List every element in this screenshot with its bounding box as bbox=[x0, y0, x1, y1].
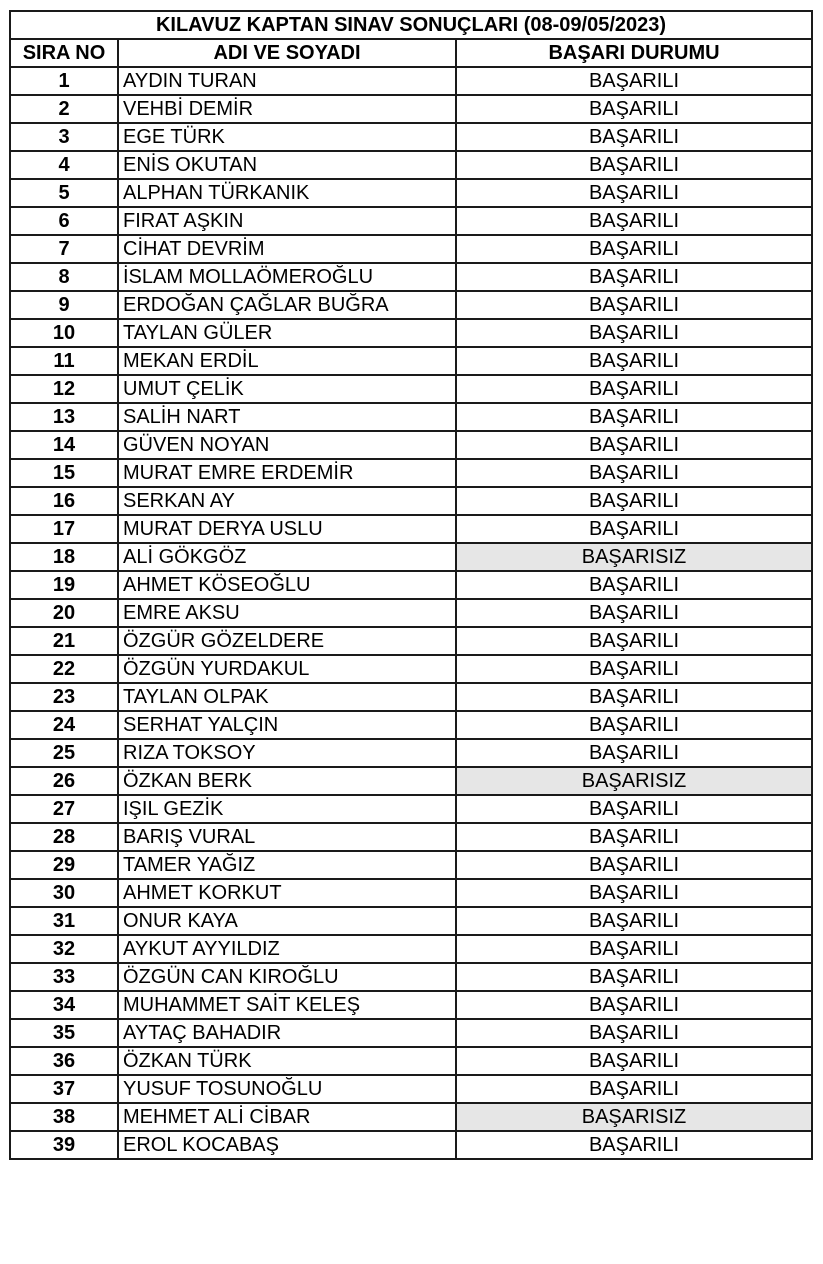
candidate-name: UMUT ÇELİK bbox=[118, 375, 456, 403]
row-number: 2 bbox=[10, 95, 118, 123]
table-row bbox=[10, 935, 812, 963]
table-row bbox=[10, 375, 812, 403]
row-number: 20 bbox=[10, 599, 118, 627]
result-status: BAŞARILI bbox=[456, 935, 812, 963]
result-status: BAŞARILI bbox=[456, 655, 812, 683]
table-row bbox=[10, 767, 812, 795]
candidate-name: ALPHAN TÜRKANIK bbox=[118, 179, 456, 207]
table-row bbox=[10, 683, 812, 711]
table-row bbox=[10, 907, 812, 935]
result-status: BAŞARILI bbox=[456, 739, 812, 767]
row-number: 37 bbox=[10, 1075, 118, 1103]
result-status: BAŞARILI bbox=[456, 795, 812, 823]
candidate-name: SERKAN AY bbox=[118, 487, 456, 515]
row-number: 12 bbox=[10, 375, 118, 403]
result-status: BAŞARILI bbox=[456, 67, 812, 95]
table-row bbox=[10, 459, 812, 487]
row-number: 17 bbox=[10, 515, 118, 543]
table-row bbox=[10, 991, 812, 1019]
table-row bbox=[10, 655, 812, 683]
table-row bbox=[10, 963, 812, 991]
result-status: BAŞARILI bbox=[456, 291, 812, 319]
results-body bbox=[10, 67, 812, 1159]
row-number: 13 bbox=[10, 403, 118, 431]
row-number: 22 bbox=[10, 655, 118, 683]
row-number: 34 bbox=[10, 991, 118, 1019]
row-number: 5 bbox=[10, 179, 118, 207]
candidate-name: MEHMET ALİ CİBAR bbox=[118, 1103, 456, 1131]
table-row bbox=[10, 823, 812, 851]
table-row bbox=[10, 347, 812, 375]
result-status: BAŞARILI bbox=[456, 459, 812, 487]
table-row bbox=[10, 1131, 812, 1159]
candidate-name: AYTAÇ BAHADIR bbox=[118, 1019, 456, 1047]
result-status: BAŞARILI bbox=[456, 123, 812, 151]
candidate-name: ONUR KAYA bbox=[118, 907, 456, 935]
row-number: 4 bbox=[10, 151, 118, 179]
candidate-name: BARIŞ VURAL bbox=[118, 823, 456, 851]
candidate-name: SERHAT YALÇIN bbox=[118, 711, 456, 739]
row-number: 23 bbox=[10, 683, 118, 711]
row-number: 35 bbox=[10, 1019, 118, 1047]
row-number: 32 bbox=[10, 935, 118, 963]
result-status: BAŞARILI bbox=[456, 515, 812, 543]
candidate-name: İSLAM MOLLAÖMEROĞLU bbox=[118, 263, 456, 291]
result-status: BAŞARILI bbox=[456, 627, 812, 655]
row-number: 25 bbox=[10, 739, 118, 767]
table-row bbox=[10, 739, 812, 767]
candidate-name: ENİS OKUTAN bbox=[118, 151, 456, 179]
candidate-name: TAYLAN GÜLER bbox=[118, 319, 456, 347]
results-sheet bbox=[9, 10, 811, 1160]
header-name: ADI VE SOYADI bbox=[118, 39, 456, 67]
table-row bbox=[10, 515, 812, 543]
result-status: BAŞARILI bbox=[456, 571, 812, 599]
candidate-name: EROL KOCABAŞ bbox=[118, 1131, 456, 1159]
row-number: 30 bbox=[10, 879, 118, 907]
row-number: 11 bbox=[10, 347, 118, 375]
result-status: BAŞARISIZ bbox=[456, 543, 812, 571]
candidate-name: ÖZGÜN YURDAKUL bbox=[118, 655, 456, 683]
row-number: 16 bbox=[10, 487, 118, 515]
table-row bbox=[10, 1047, 812, 1075]
table-row bbox=[10, 431, 812, 459]
title-row bbox=[10, 11, 812, 39]
table-row bbox=[10, 403, 812, 431]
table-row bbox=[10, 235, 812, 263]
result-status: BAŞARILI bbox=[456, 711, 812, 739]
results-table bbox=[9, 10, 813, 1160]
row-number: 7 bbox=[10, 235, 118, 263]
result-status: BAŞARILI bbox=[456, 179, 812, 207]
row-number: 19 bbox=[10, 571, 118, 599]
row-number: 39 bbox=[10, 1131, 118, 1159]
result-status: BAŞARILI bbox=[456, 823, 812, 851]
table-row bbox=[10, 319, 812, 347]
table-row bbox=[10, 599, 812, 627]
candidate-name: MUHAMMET SAİT KELEŞ bbox=[118, 991, 456, 1019]
candidate-name: AYKUT AYYILDIZ bbox=[118, 935, 456, 963]
candidate-name: ERDOĞAN ÇAĞLAR BUĞRA bbox=[118, 291, 456, 319]
row-number: 27 bbox=[10, 795, 118, 823]
candidate-name: RIZA TOKSOY bbox=[118, 739, 456, 767]
row-number: 24 bbox=[10, 711, 118, 739]
candidate-name: GÜVEN NOYAN bbox=[118, 431, 456, 459]
result-status: BAŞARILI bbox=[456, 319, 812, 347]
header-status: BAŞARI DURUMU bbox=[456, 39, 812, 67]
candidate-name: IŞIL GEZİK bbox=[118, 795, 456, 823]
result-status: BAŞARILI bbox=[456, 151, 812, 179]
result-status: BAŞARILI bbox=[456, 991, 812, 1019]
result-status: BAŞARISIZ bbox=[456, 767, 812, 795]
candidate-name: VEHBİ DEMİR bbox=[118, 95, 456, 123]
table-row bbox=[10, 1075, 812, 1103]
candidate-name: MURAT EMRE ERDEMİR bbox=[118, 459, 456, 487]
result-status: BAŞARILI bbox=[456, 403, 812, 431]
result-status: BAŞARILI bbox=[456, 683, 812, 711]
result-status: BAŞARILI bbox=[456, 375, 812, 403]
row-number: 6 bbox=[10, 207, 118, 235]
result-status: BAŞARILI bbox=[456, 963, 812, 991]
row-number: 18 bbox=[10, 543, 118, 571]
result-status: BAŞARILI bbox=[456, 487, 812, 515]
table-row bbox=[10, 95, 812, 123]
row-number: 33 bbox=[10, 963, 118, 991]
row-number: 1 bbox=[10, 67, 118, 95]
table-title: KILAVUZ KAPTAN SINAV SONUÇLARI (08-09/05/2023) bbox=[10, 11, 812, 39]
table-row bbox=[10, 291, 812, 319]
table-row bbox=[10, 711, 812, 739]
candidate-name: YUSUF TOSUNOĞLU bbox=[118, 1075, 456, 1103]
table-row bbox=[10, 879, 812, 907]
row-number: 9 bbox=[10, 291, 118, 319]
row-number: 15 bbox=[10, 459, 118, 487]
candidate-name: MEKAN ERDİL bbox=[118, 347, 456, 375]
candidate-name: FIRAT AŞKIN bbox=[118, 207, 456, 235]
row-number: 31 bbox=[10, 907, 118, 935]
row-number: 26 bbox=[10, 767, 118, 795]
table-row bbox=[10, 179, 812, 207]
result-status: BAŞARILI bbox=[456, 1047, 812, 1075]
result-status: BAŞARILI bbox=[456, 1131, 812, 1159]
result-status: BAŞARILI bbox=[456, 347, 812, 375]
table-row bbox=[10, 1103, 812, 1131]
row-number: 8 bbox=[10, 263, 118, 291]
result-status: BAŞARILI bbox=[456, 907, 812, 935]
result-status: BAŞARILI bbox=[456, 1075, 812, 1103]
result-status: BAŞARILI bbox=[456, 235, 812, 263]
candidate-name: TAYLAN OLPAK bbox=[118, 683, 456, 711]
result-status: BAŞARILI bbox=[456, 1019, 812, 1047]
candidate-name: SALİH NART bbox=[118, 403, 456, 431]
table-row bbox=[10, 67, 812, 95]
candidate-name: ÖZGÜR GÖZELDERE bbox=[118, 627, 456, 655]
result-status: BAŞARILI bbox=[456, 207, 812, 235]
header-no: SIRA NO bbox=[10, 39, 118, 67]
candidate-name: ÖZKAN TÜRK bbox=[118, 1047, 456, 1075]
result-status: BAŞARILI bbox=[456, 263, 812, 291]
table-row bbox=[10, 207, 812, 235]
row-number: 29 bbox=[10, 851, 118, 879]
candidate-name: ÖZKAN BERK bbox=[118, 767, 456, 795]
table-row bbox=[10, 543, 812, 571]
result-status: BAŞARILI bbox=[456, 851, 812, 879]
header-row bbox=[10, 39, 812, 67]
row-number: 10 bbox=[10, 319, 118, 347]
row-number: 21 bbox=[10, 627, 118, 655]
table-row bbox=[10, 263, 812, 291]
candidate-name: AHMET KORKUT bbox=[118, 879, 456, 907]
table-row bbox=[10, 851, 812, 879]
result-status: BAŞARILI bbox=[456, 599, 812, 627]
candidate-name: AHMET KÖSEOĞLU bbox=[118, 571, 456, 599]
candidate-name: EGE TÜRK bbox=[118, 123, 456, 151]
table-row bbox=[10, 123, 812, 151]
row-number: 36 bbox=[10, 1047, 118, 1075]
table-row bbox=[10, 1019, 812, 1047]
row-number: 14 bbox=[10, 431, 118, 459]
row-number: 3 bbox=[10, 123, 118, 151]
row-number: 28 bbox=[10, 823, 118, 851]
table-row bbox=[10, 151, 812, 179]
candidate-name: ALİ GÖKGÖZ bbox=[118, 543, 456, 571]
result-status: BAŞARISIZ bbox=[456, 1103, 812, 1131]
table-row bbox=[10, 487, 812, 515]
candidate-name: TAMER YAĞIZ bbox=[118, 851, 456, 879]
candidate-name: EMRE AKSU bbox=[118, 599, 456, 627]
result-status: BAŞARILI bbox=[456, 431, 812, 459]
candidate-name: CİHAT DEVRİM bbox=[118, 235, 456, 263]
table-row bbox=[10, 571, 812, 599]
result-status: BAŞARILI bbox=[456, 879, 812, 907]
candidate-name: AYDIN TURAN bbox=[118, 67, 456, 95]
candidate-name: MURAT DERYA USLU bbox=[118, 515, 456, 543]
candidate-name: ÖZGÜN CAN KIROĞLU bbox=[118, 963, 456, 991]
table-row bbox=[10, 795, 812, 823]
row-number: 38 bbox=[10, 1103, 118, 1131]
table-row bbox=[10, 627, 812, 655]
result-status: BAŞARILI bbox=[456, 95, 812, 123]
